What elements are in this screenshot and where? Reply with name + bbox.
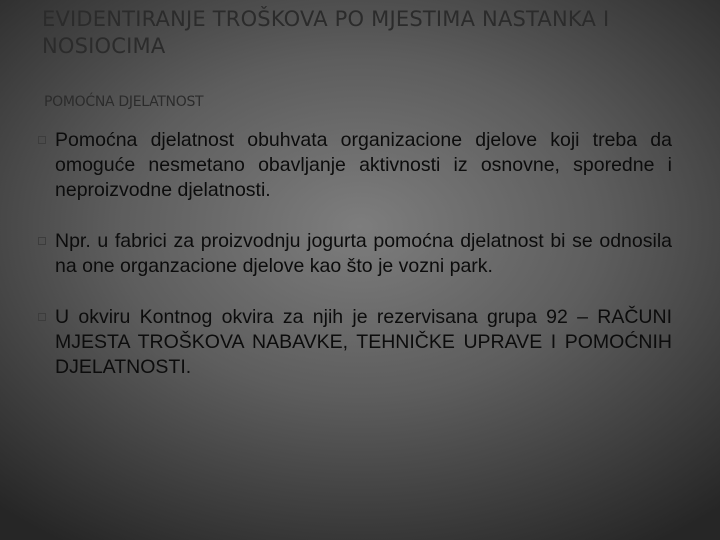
bullet-text: U okviru Kontnog okvira za njih je rezervisana grupa 92 – RAČUNI MJESTA TROŠKOVA NABAVKE, TEHNIČKE UPRAVE I POMOĆNIH DJELATNOSTI.	[55, 306, 672, 378]
bullet-item	[38, 128, 672, 203]
square-bullet-icon	[38, 136, 46, 144]
bullet-item	[38, 229, 672, 279]
bullet-item	[38, 305, 672, 380]
bullet-list	[38, 128, 672, 406]
square-bullet-icon	[38, 313, 46, 321]
slide-title: EVIDENTIRANJE TROŠKOVA PO MJESTIMA NASTANKA I NOSIOCIMA	[42, 7, 610, 58]
bullet-text: Pomoćna djelatnost obuhvata organizacione djelove koji treba da omoguće nesmetano obavljanje aktivnosti iz osnovne, sporedne i neproizvodne djelatnosti.	[55, 129, 672, 201]
bullet-text: Npr. u fabrici za proizvodnju jogurta pomoćna djelatnost bi se odnosila na one organzacione djelove kao što je vozni park.	[55, 230, 672, 277]
square-bullet-icon	[38, 237, 46, 245]
slide-subtitle: POMOĆNA DJELATNOST	[44, 94, 204, 110]
